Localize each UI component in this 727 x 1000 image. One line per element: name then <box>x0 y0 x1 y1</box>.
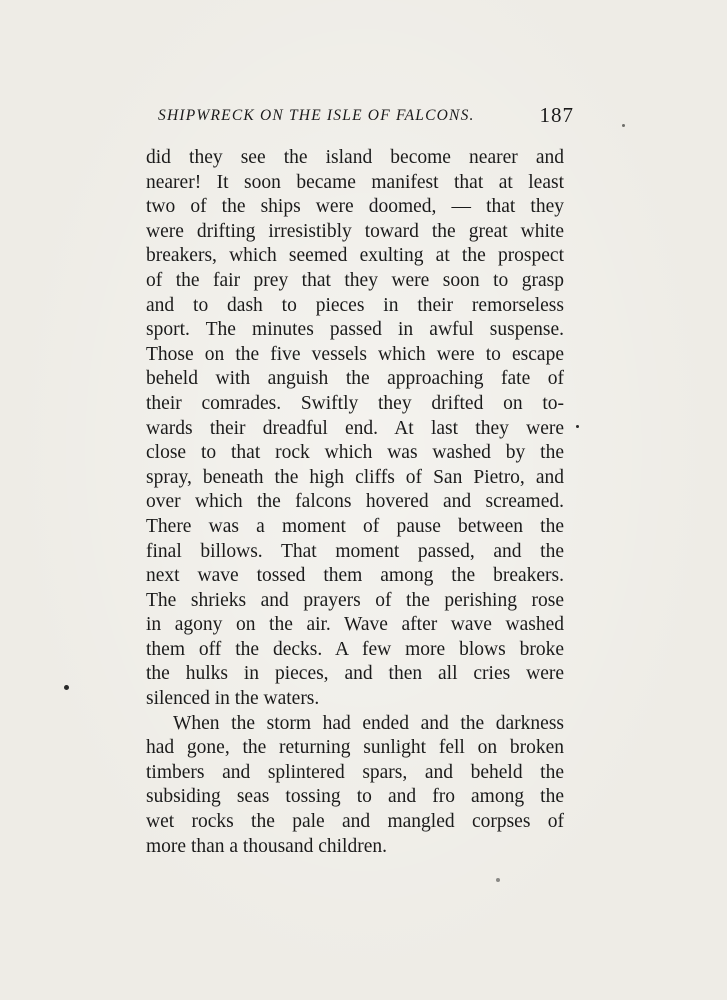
text-line: sport. The minutes passed in awful suspense. <box>146 319 564 341</box>
paragraph-1 <box>146 146 564 712</box>
text-line: their comrades. Swiftly they drifted on to- <box>146 392 564 414</box>
text-line: more than a thousand children. <box>146 835 387 857</box>
text-line: next wave tossed them among the breakers. <box>146 565 564 587</box>
text-line: were drifting irresistibly toward the great white <box>146 220 564 242</box>
text-line: The shrieks and prayers of the perishing rose <box>146 589 564 611</box>
text-line: nearer! It soon became manifest that at least <box>146 171 564 193</box>
text-line: timbers and splintered spars, and beheld the <box>146 761 564 783</box>
print-speck <box>576 425 579 428</box>
print-speck <box>64 685 69 690</box>
text-line: subsiding seas tossing to and fro among the <box>146 786 564 808</box>
text-line: of the fair prey that they were soon to grasp <box>146 269 564 291</box>
text-line: close to that rock which was washed by the <box>146 442 564 464</box>
text-line: had gone, the returning sunlight fell on broken <box>146 737 564 759</box>
text-line: final billows. That moment passed, and the <box>146 540 564 562</box>
text-line: spray, beneath the high cliffs of San Pietro, and <box>146 466 564 488</box>
text-line: over which the falcons hovered and screamed. <box>146 491 564 513</box>
text-line: two of the ships were doomed, — that they <box>146 196 564 218</box>
text-line: wards their dreadful end. At last they were <box>146 417 564 439</box>
text-line: There was a moment of pause between the <box>146 515 564 537</box>
text-line: breakers, which seemed exulting at the prospect <box>146 245 564 267</box>
running-head-title: SHIPWRECK ON THE ISLE OF FALCONS. <box>158 107 475 124</box>
body-text <box>146 146 564 859</box>
paragraph-2 <box>146 712 564 860</box>
text-line: did they see the island become nearer and <box>146 147 564 168</box>
print-speck <box>496 878 500 882</box>
text-line: wet rocks the pale and mangled corpses of <box>146 811 564 833</box>
text-line: in agony on the air. Wave after wave washed <box>146 614 564 636</box>
page-number: 187 <box>539 103 574 127</box>
text-line: them off the decks. A few more blows broke <box>146 638 564 660</box>
print-speck <box>622 124 625 127</box>
text-line: the hulks in pieces, and then all cries were <box>146 663 564 685</box>
text-line: Those on the five vessels which were to escape <box>146 343 564 365</box>
running-head <box>158 103 578 131</box>
text-line: and to dash to pieces in their remorseless <box>146 294 564 316</box>
text-line: silenced in the waters. <box>146 688 320 710</box>
text-line: beheld with anguish the approaching fate of <box>146 368 564 390</box>
text-line: When the storm had ended and the darkness <box>173 712 564 734</box>
